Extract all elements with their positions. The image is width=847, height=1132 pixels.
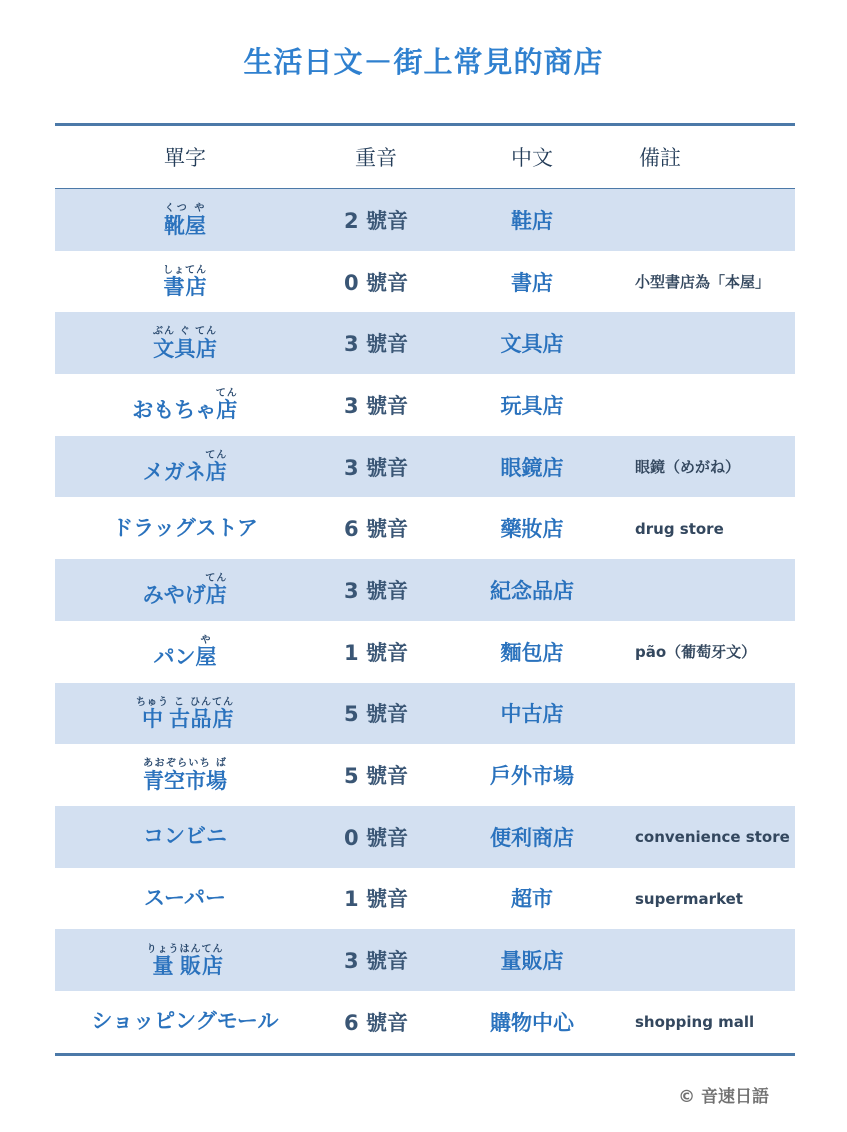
table-row [55,806,795,868]
chinese-cell [437,698,627,728]
chinese-cell [437,637,627,667]
table-row [55,374,795,436]
note: shopping mall [635,1013,755,1032]
japanese-word [112,515,258,540]
japanese-word [153,326,217,360]
table-row [55,991,795,1053]
table-row [55,312,795,374]
chinese: 中古店 [500,702,564,727]
japanese-word [92,1011,279,1032]
table-row [55,868,795,930]
furigana: あおぞらいち ば [143,758,227,770]
japanese-word [143,450,228,483]
word-base: 中 [136,706,169,731]
accent: 3 號音 [344,949,408,974]
note-cell [627,889,795,908]
note: convenience store [635,828,790,847]
accent-cell [315,328,437,358]
chinese: 便利商店 [490,825,574,850]
page-title: 生活日文－街上常見的商店 [243,45,604,79]
note: pão（葡萄牙文） [635,643,757,662]
furigana: ひんてん [190,696,234,708]
chinese-cell [437,822,627,852]
header-note: 備註 [639,146,681,170]
japanese-word [143,573,228,606]
word-segment: みやげ [142,583,206,608]
accent: 2 號音 [344,208,408,233]
chinese-cell [437,945,627,975]
word-segment [195,635,217,670]
word-base: 靴屋 [164,213,206,238]
chinese: 紀念品店 [490,578,574,603]
word-segment: メガネ [142,460,206,485]
note-cell [627,641,795,662]
accent: 3 號音 [344,578,408,603]
accent: 3 號音 [344,455,408,480]
word-segment: コンビニ [143,824,227,849]
word-base: 販店 [179,953,224,978]
japanese-word [143,758,227,792]
word-base: 店 [215,398,238,423]
note-cell [627,519,795,538]
chinese: 眼鏡店 [500,455,564,480]
header-chinese: 中文 [511,146,553,170]
table-row [55,559,795,621]
word-cell [55,573,315,606]
word-cell [55,826,315,847]
accent-cell [315,698,437,728]
word-cell [55,265,315,298]
furigana: や [195,635,217,647]
accent: 3 號音 [344,393,408,418]
japanese-word [144,885,226,910]
word-cell [55,944,315,977]
chinese: 量販店 [500,949,564,974]
note: 小型書店為「本屋」 [635,273,771,292]
accent: 0 號音 [344,825,408,850]
accent-cell [315,637,437,667]
word-base: 古 [169,706,190,731]
chinese: 文具店 [500,332,564,357]
table-header [55,126,795,189]
accent: 5 號音 [344,764,408,789]
word-segment: パン [153,645,196,670]
furigana: てん [205,450,228,462]
word-cell [55,450,315,483]
chinese-cell [437,575,627,605]
word-base: 文具店 [153,337,217,362]
furigana: こ [169,696,190,708]
accent-cell [315,945,437,975]
word-cell [55,697,315,730]
chinese: 藥妝店 [500,517,564,542]
chinese: 戶外市場 [490,764,574,789]
table-row [55,497,795,559]
word-segment [143,758,227,794]
chinese: 鞋店 [511,208,553,233]
word-segment [164,202,206,238]
word-cell [55,758,315,792]
table-row [55,744,795,806]
accent: 0 號音 [344,270,408,295]
japanese-word [143,826,227,847]
accent-cell [315,267,437,297]
word-segment: スーパー [144,885,226,910]
furigana: はんてん [179,943,224,955]
word-cell [55,326,315,360]
word-base: 店 [205,583,228,608]
accent-cell [315,390,437,420]
chinese: 購物中心 [490,1010,574,1035]
vocabulary-table [55,123,795,1056]
chinese-cell [437,452,627,482]
word-cell [55,388,315,421]
word-segment [205,573,228,608]
word-segment [163,265,207,300]
copyright-footer: © 音速日語 [678,1087,769,1107]
word-base: 屋 [195,645,217,670]
japanese-word [154,635,217,668]
word-segment [136,696,169,731]
header-accent: 重音 [355,146,397,170]
accent: 1 號音 [344,640,408,665]
table-row [55,929,795,991]
accent-cell [315,760,437,790]
furigana: ぶん ぐ てん [153,326,217,338]
note: 眼鏡（めがね） [635,458,741,477]
furigana: てん [215,388,238,400]
chinese: 超市 [511,887,553,912]
table-row [55,621,795,683]
word-segment [179,943,224,978]
chinese: 麵包店 [500,640,564,665]
accent: 1 號音 [344,887,408,912]
word-segment [169,696,190,731]
word-cell [55,635,315,668]
word-segment [190,696,234,731]
japanese-word [164,203,206,237]
word-base: 品店 [190,706,234,731]
word-cell [55,203,315,237]
word-segment [205,450,228,485]
japanese-word [147,944,224,977]
word-base: 青空市場 [143,769,227,794]
note: supermarket [635,889,743,908]
accent: 3 號音 [344,332,408,357]
chinese-cell [437,328,627,358]
accent-cell [315,822,437,852]
accent-cell [315,1007,437,1037]
word-segment [146,943,180,978]
word-segment: ドラッグストア [112,515,258,540]
table-row [55,251,795,313]
word-segment: ショッピングモール [91,1009,279,1034]
table-body [55,189,795,1053]
header-word: 單字 [164,146,206,170]
word-cell [55,515,315,540]
japanese-word [132,388,238,421]
chinese-cell [437,205,627,235]
table-row [55,683,795,745]
table-row [55,189,795,251]
word-base: 量 [146,953,180,978]
word-cell [55,1011,315,1032]
furigana: くつ や [164,202,206,214]
note-cell [627,271,795,292]
word-cell [55,885,315,910]
accent: 6 號音 [344,517,408,542]
chinese-cell [437,390,627,420]
japanese-word [163,265,207,298]
chinese-cell [437,267,627,297]
word-segment: おもちゃ [132,398,217,423]
note-cell [627,827,795,846]
furigana: ちゅう [136,696,169,708]
furigana: しょてん [163,265,207,277]
accent: 6 號音 [344,1010,408,1035]
word-base: 店 [205,460,228,485]
note-cell [627,1012,795,1031]
accent-cell [315,452,437,482]
chinese-cell [437,883,627,913]
table-row [55,436,795,498]
accent-cell [315,575,437,605]
note: drug store [635,519,724,538]
note-cell [627,456,795,477]
word-segment [153,326,217,362]
word-base: 書店 [163,275,207,300]
chinese: 書店 [511,270,553,295]
accent-cell [315,883,437,913]
accent: 5 號音 [344,702,408,727]
chinese: 玩具店 [500,393,564,418]
accent-cell [315,205,437,235]
japanese-word [136,697,234,730]
word-segment [215,388,238,423]
chinese-cell [437,513,627,543]
chinese-cell [437,760,627,790]
furigana: てん [205,573,228,585]
accent-cell [315,513,437,543]
chinese-cell [437,1007,627,1037]
furigana: りょう [146,943,180,955]
